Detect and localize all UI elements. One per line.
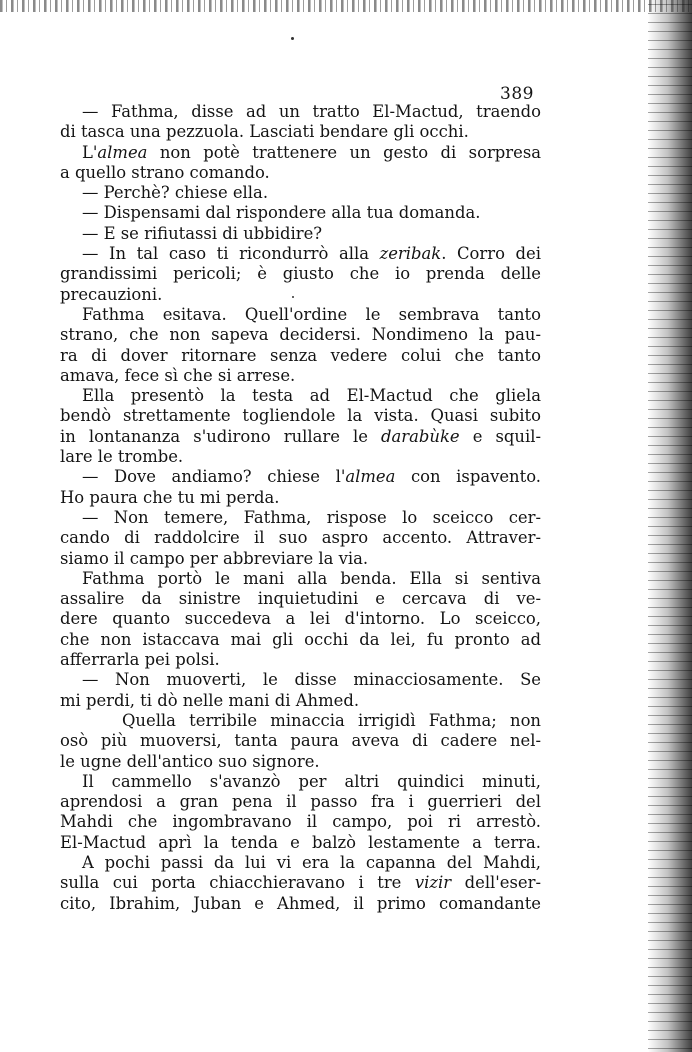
text-line: osò più muoversi, tanta paura aveva di cadere nel-: [60, 731, 541, 751]
text-line: mi perdi, ti dò nelle mani di Ahmed.: [60, 690, 360, 710]
scan-speck: [291, 37, 294, 40]
text-line: Ella presentò la testa ad El-Mactud che gliela: [82, 386, 541, 406]
body-text: [60, 102, 541, 914]
text-line: Ho paura che tu mi perda.: [60, 487, 280, 507]
text-line: L'almea non potè trattenere un gesto di sorpresa: [82, 142, 541, 162]
text-line: cando di raddolcire il suo aspro accento. Attraver-: [60, 528, 541, 548]
text-line: — E se rifiutassi di ubbidire?: [82, 223, 323, 243]
text-line: A pochi passi da lui vi era la capanna del Mahdi,: [82, 852, 541, 872]
text-line: sulla cui porta chiacchieravano i tre vizir dell'eser-: [60, 873, 541, 893]
text-line: — Perchè? chiese ella.: [82, 183, 269, 203]
text-line: a quello strano comando.: [60, 162, 270, 182]
text-line: le ugne dell'antico suo signore.: [60, 751, 320, 771]
text-line: dere quanto succedeva a lei d'intorno. Lo sceicco,: [60, 609, 541, 629]
page-number: 389: [500, 84, 534, 104]
text-line: — In tal caso ti ricondurrò alla zeribak. Corro dei: [82, 244, 541, 264]
text-line: Fathma esitava. Quell'ordine le sembrava tanto: [82, 304, 541, 324]
text-line: che non istaccava mai gli occhi da lei, fu pronto ad: [60, 629, 541, 649]
text-line: El-Mactud aprì la tenda e balzò lestamente a terra.: [60, 832, 541, 852]
text-line: — Fathma, disse ad un tratto El-Mactud, traendo: [82, 102, 541, 121]
scan-right-edge-shadow: [648, 0, 692, 1052]
text-line: Fathma portò le mani alla benda. Ella si sentiva: [82, 568, 541, 588]
text-line: assalire da sinistre inquietudini e cercava di ve-: [60, 589, 541, 609]
text-line: Quella terribile minaccia irrigidì Fathma; non: [122, 710, 541, 730]
text-line: — Dove andiamo? chiese l'almea con ispavento.: [82, 467, 541, 487]
text-line: siamo il campo per abbreviare la via.: [60, 548, 369, 568]
text-line: — Dispensami dal rispondere alla tua domanda.: [82, 203, 481, 223]
scan-top-noise: [0, 0, 692, 12]
text-line: precauzioni.: [60, 284, 163, 304]
text-line: di tasca una pezzuola. Lasciati bendare gli occhi.: [60, 122, 469, 142]
text-line: in lontananza s'udirono rullare le darabùke e squil-: [60, 426, 541, 446]
text-line: cito, Ibrahim, Juban e Ahmed, il primo comandante: [60, 893, 541, 913]
text-line: ra di dover ritornare senza vedere colui che tanto: [60, 345, 541, 365]
text-line: aprendosi a gran pena il passo fra i guerrieri del: [60, 792, 541, 812]
text-line: — Non temere, Fathma, rispose lo sceicco cer-: [82, 507, 541, 527]
text-line: lare le trombe.: [60, 447, 184, 467]
text-line: grandissimi pericoli; è giusto che io prenda delle: [60, 264, 541, 284]
text-line: — Non muoverti, le disse minacciosamente. Se: [82, 670, 541, 690]
text-line: strano, che non sapeva decidersi. Nondimeno la pau-: [60, 325, 541, 345]
text-line: Il cammello s'avanzò per altri quindici minuti,: [82, 771, 541, 791]
text-line: Mahdi che ingombravano il campo, poi ri arrestò.: [60, 812, 541, 832]
text-line: bendò strettamente togliendole la vista. Quasi subito: [60, 406, 541, 426]
text-line: afferrarla pei polsi.: [60, 650, 220, 670]
text-line: amava, fece sì che si arrese.: [60, 365, 296, 385]
